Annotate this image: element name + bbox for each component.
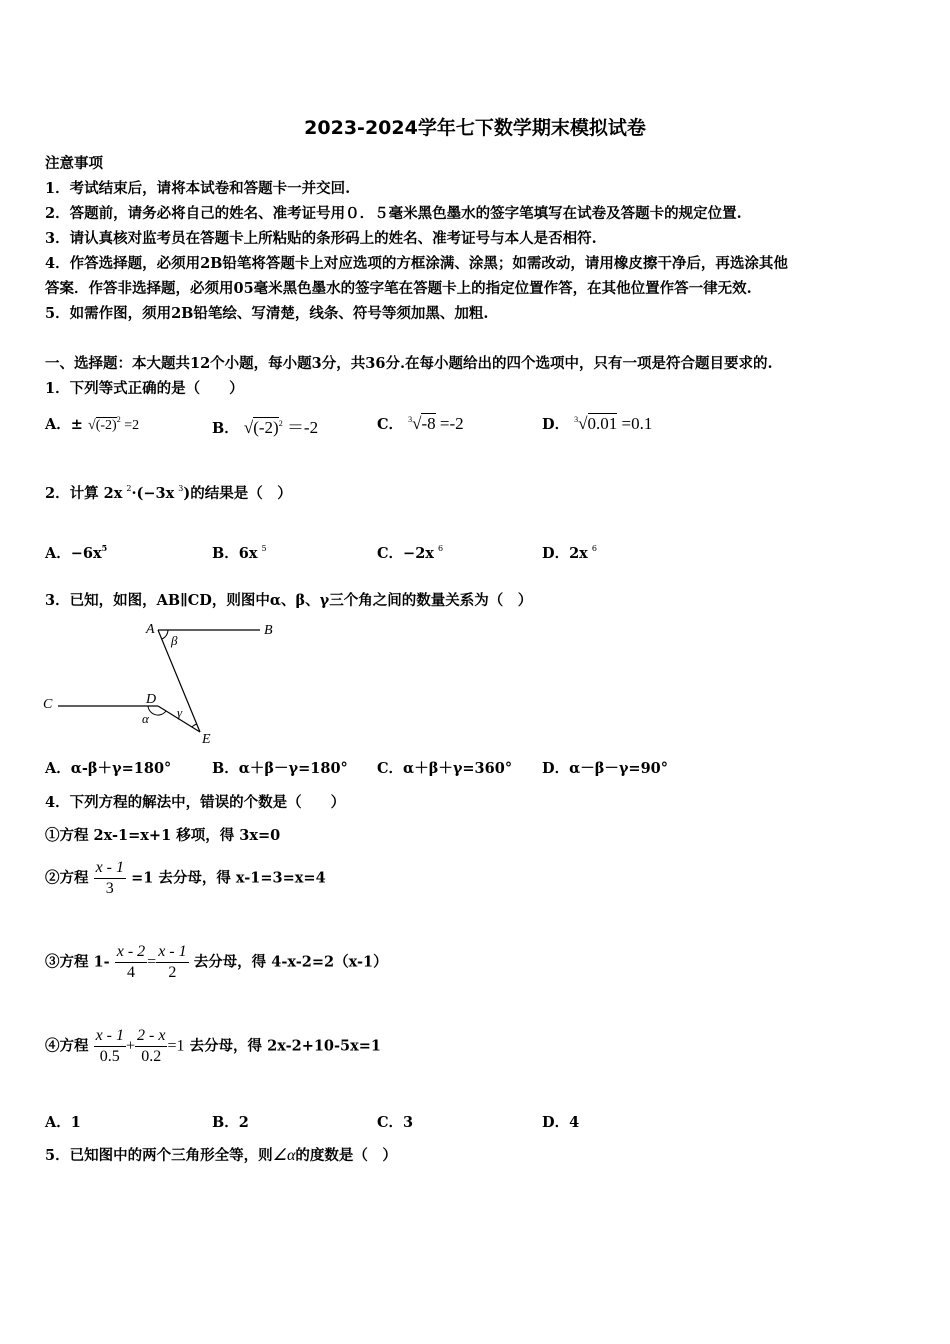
label-e: E	[202, 732, 211, 747]
q2-option-d: D．2x $^6$	[542, 544, 597, 562]
q4-item-2: ②方程 $\frac{x - 1}{3}$ =1 去分母，得 x-1=3=x=4	[45, 859, 326, 897]
q4-item-1: ①方程 2x-1=x+1 移项，得 3x=0	[45, 827, 281, 844]
section-heading: 一、选择题：本大题共12个小题，每小题3分，共36分.在每小题给出的四个选项中，只有一项是符合题目要求的.	[45, 355, 773, 372]
notice-item: 2．答题前，请务必将自己的姓名、准考证号用０．５毫米黑色墨水的签字笔填写在试卷及答题卡的规定位置.	[45, 205, 742, 222]
label-d: D	[146, 692, 157, 707]
fraction: $\frac{x - 1}{3}$	[95, 859, 124, 897]
q4-item-3: ③方程 1- $\frac{x - 2}{4}$ = $\frac{x - 1}{2}$ 去分母，得 4-x-2=2（x-1）	[45, 943, 388, 981]
q2-option-a: A．$-6x^5$	[45, 543, 108, 562]
q4-option-d: D．4	[542, 1114, 580, 1131]
label-alpha: α	[142, 711, 149, 726]
q1-option-b: B． $√(-2)^2 =-2$	[212, 418, 319, 437]
question-1-stem: 1．下列等式正确的是（ ）	[45, 380, 244, 397]
notice-item: 4．作答选择题，必须用2B铅笔将答题卡上对应选项的方框涂满、涂黑；如需改动，请用橡皮擦干净后，再选涂其他	[45, 255, 788, 272]
notice-item: 1．考试结束后，请将本试卷和答题卡一并交回.	[45, 180, 351, 197]
beta-arc	[162, 630, 168, 639]
fraction: $\frac{2 - x}{0.2}$	[137, 1027, 166, 1065]
q1-option-a: A．± $√(-2)^2 =2$	[45, 415, 140, 433]
label-a: A	[146, 622, 155, 637]
label-gamma: γ	[177, 705, 183, 720]
q4-option-c: C．3	[377, 1114, 414, 1131]
label-c: C	[43, 697, 53, 712]
notice-item: 答案．作答非选择题，必须用05毫米黑色墨水的签字笔在答题卡上的指定位置作答，在其他位置作答一律无效.	[45, 280, 752, 297]
fraction: $\frac{x - 1}{2}$	[158, 943, 187, 981]
label-b: B	[264, 623, 273, 638]
question-4-stem: 4．下列方程的解法中，错误的个数是（ ）	[45, 794, 346, 811]
label-beta: β	[171, 633, 178, 648]
q3-option-a: A．α-β＋γ=180°	[45, 760, 172, 777]
parallel-lines-figure	[40, 615, 290, 750]
q4-option-a: A．1	[45, 1114, 81, 1131]
question-3-stem: 3．已知，如图，AB∥CD，则图中α、β、γ三个角之间的数量关系为（ ）	[45, 592, 533, 609]
fraction: $\frac{x - 2}{4}$	[116, 943, 146, 981]
q2-option-c: C．−2x $^6$	[377, 544, 444, 562]
q3-option-d: D．α－β－γ=90°	[542, 760, 669, 777]
q3-option-b: B．α＋β－γ=180°	[212, 760, 348, 777]
gamma-arc	[192, 724, 197, 727]
q2-option-b: B．6x $^5$	[212, 544, 267, 562]
q4-item-4: ④方程 $\frac{x - 1}{0.5}$ + $\frac{2 - x}{0.2}$ =1 去分母，得 2x-2+10-5x=1	[45, 1027, 382, 1065]
q1-option-d: D． $^3$√0.01 =0.1	[542, 414, 653, 433]
fraction: $\frac{x - 1}{0.5}$	[95, 1027, 124, 1065]
q3-option-c: C．α＋β＋γ=360°	[377, 760, 513, 777]
notice-item: 3．请认真核对监考员在答题卡上所粘贴的条形码上的姓名、准考证号与本人是否相符.	[45, 230, 597, 247]
notice-heading: 注意事项	[45, 155, 103, 172]
question-2-stem: 2．计算 2x $^2$·(−3x $^3$)的结果是（ ）	[45, 484, 292, 502]
q1-option-c: C． $^3$√-8 =-2	[377, 414, 464, 433]
notice-item: 5．如需作图，须用2B铅笔绘、写清楚，线条、符号等须加黑、加粗.	[45, 305, 489, 322]
alpha-arc	[148, 706, 166, 715]
page-title: 2023-2024学年七下数学期末模拟试卷	[304, 117, 646, 139]
q4-option-b: B．2	[212, 1114, 249, 1131]
question-5-stem: 5．已知图中的两个三角形全等，则∠α的度数是（ ）	[45, 1147, 397, 1164]
